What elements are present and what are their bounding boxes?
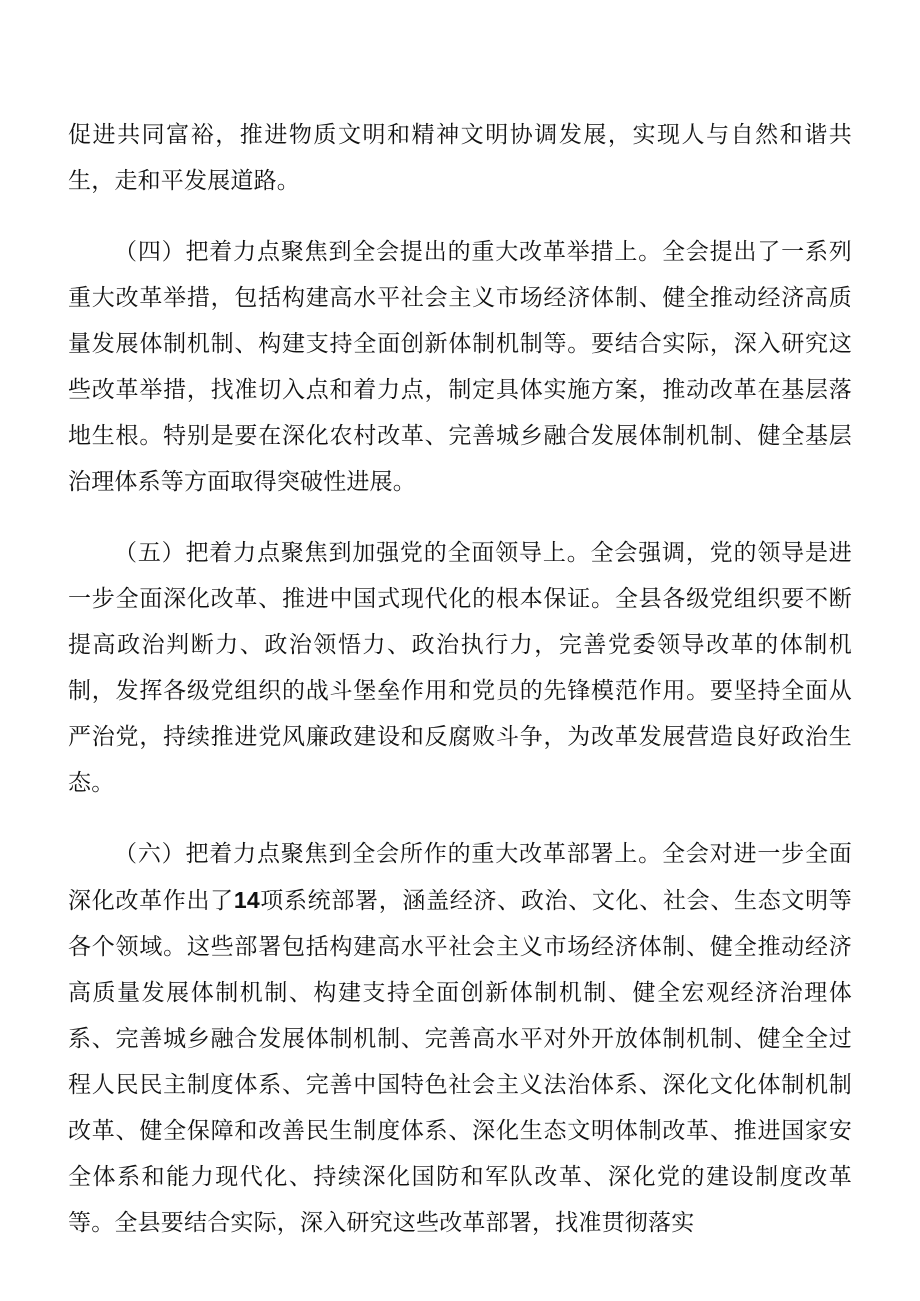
paragraph-section-four: （四）把着力点聚焦到全会提出的重大改革举措上。全会提出了一系列重大改革举措，包括构建高水平社会主义市场经济体制、健全推动经济高质量发展体制机制、构建支持全面创新体制机制等。要结合实际，深入研究这些改革举措，找准切入点和着力点，制定具体实施方案，推动改革在基层落地生根。特别是要在深化农村改革、完善城乡融合发展体制机制、健全基层治理体系等方面取得突破性进展。	[68, 239, 852, 495]
document-body	[68, 112, 852, 1271]
deployment-count: 14	[233, 887, 260, 913]
paragraph-section-six	[68, 831, 852, 1246]
paragraph-continuation: 促进共同富裕，推进物质文明和精神文明协调发展，实现人与自然和谐共生，走和平发展道路。	[68, 122, 852, 194]
paragraph-six-text-before: （六）把着力点聚焦到全会所作的重大改革部署上。全会对进一步全面深化改革作出了	[68, 841, 852, 914]
paragraph-six-text-after: 项系统部署，涵盖经济、政治、文化、社会、生态文明等各个领域。这些部署包括构建高水平社会主义市场经济体制、健全推动经济高质量发展体制机制、构建支持全面创新体制机制、健全宏观经济治理体系、完善城乡融合发展体制机制、完善高水平对外开放体制机制、健全全过程人民民主制度体系、完善中国特色社会主义法治体系、深化文化体制机制改革、健全保障和改善民生制度体系、深化生态文明体制改革、推进国家安全体系和能力现代化、持续深化国防和军队改革、深化党的建设制度改革等。全县要结合实际，深入研究这些改革部署，找准贯彻落实	[68, 888, 853, 1236]
paragraph-section-five: （五）把着力点聚焦到加强党的全面领导上。全会强调，党的领导是进一步全面深化改革、推进中国式现代化的根本保证。全县各级党组织要不断提高政治判断力、政治领悟力、政治执行力，完善党委领导改革的体制机制，发挥各级党组织的战斗堡垒作用和党员的先锋模范作用。要坚持全面从严治党，持续推进党风廉政建设和反腐败斗争，为改革发展营造良好政治生态。	[68, 540, 852, 796]
